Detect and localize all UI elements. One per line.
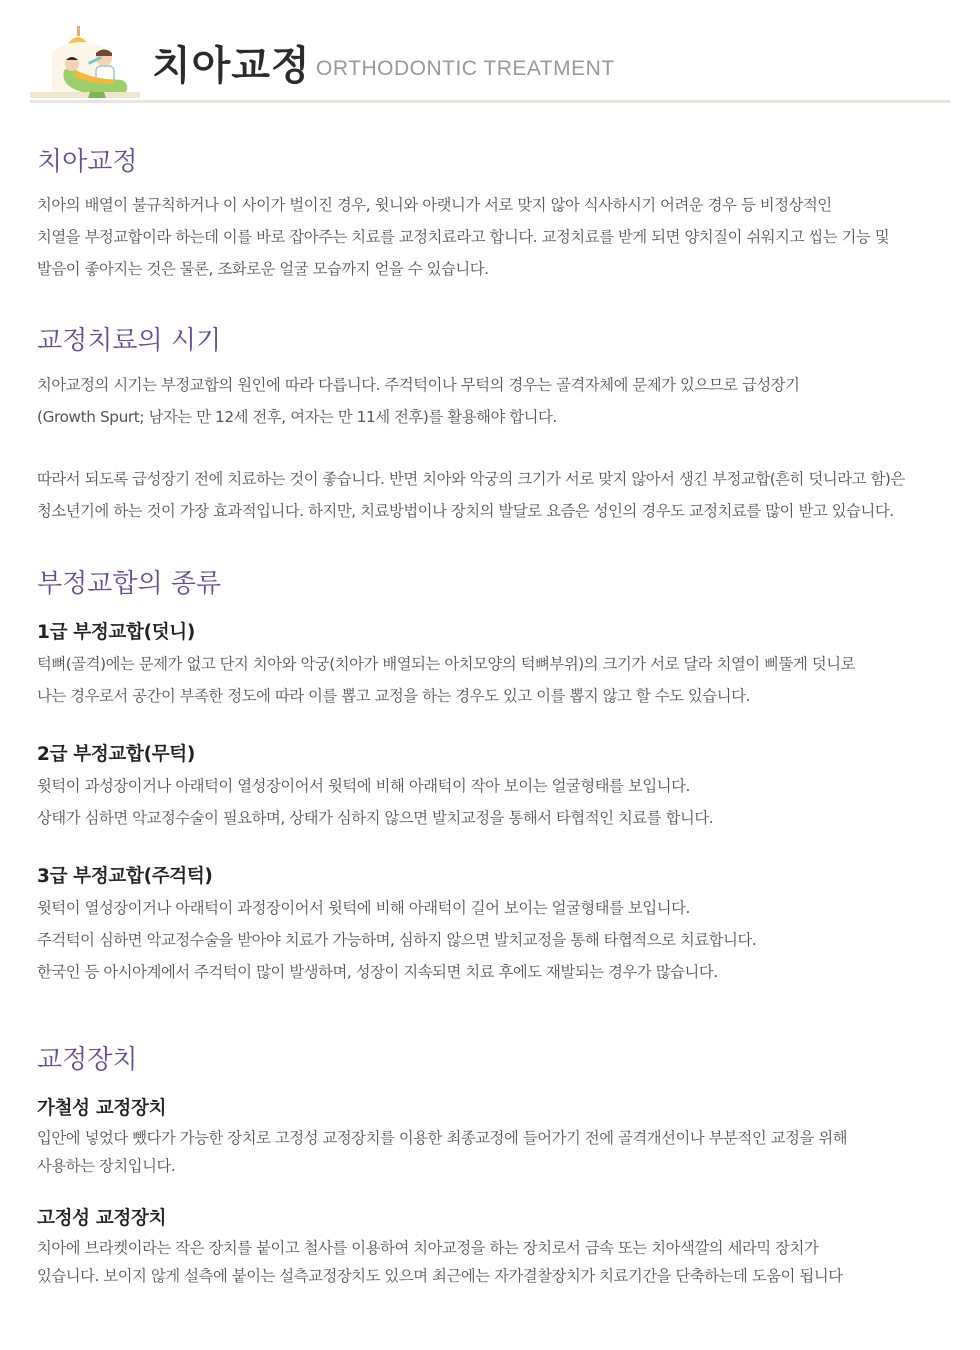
body-line: 발음이 좋아지는 것은 물론, 조화로운 얼굴 모습까지 얻을 수 있습니다. (37, 260, 489, 278)
section-title-orthodontics: 치아교정 (37, 147, 138, 177)
body-line: 윗턱이 과성장이거나 아래턱이 열성장이어서 윗턱에 비해 아래턱이 작아 보이는 얼굴형태를 보입니다. (37, 777, 690, 795)
subsection-body (37, 648, 942, 712)
body-line: 따라서 되도록 급성장기 전에 치료하는 것이 좋습니다. 반면 치아와 악궁의 크기가 서로 맞지 않아서 생긴 부정교합(흔히 덧니라고 함)은 (37, 470, 905, 488)
malocclusion-class-1 (37, 618, 942, 712)
subsection-title: 1급 부정교합(덧니) (37, 622, 196, 643)
subsection-body (37, 892, 942, 988)
section-title-appliances: 교정장치 (37, 1045, 138, 1075)
section-body-timing (37, 369, 942, 433)
page-title: 치아교정 (152, 43, 311, 89)
section-title-timing: 교정치료의 시기 (37, 326, 222, 356)
section-title-malocclusion-types: 부정교합의 종류 (37, 569, 222, 599)
body-line: (Growth Spurt; 남자는 만 12세 전후, 여자는 만 11세 전후)를 활용해야 합니다. (37, 408, 557, 426)
body-line: 있습니다. 보이지 않게 설측에 붙이는 설측교정장치도 있으며 최근에는 자가결찰장치가 치료기간을 단축하는데 도움이 됩니다 (37, 1267, 843, 1285)
body-line: 치아의 배열이 불규칙하거나 이 사이가 벌이진 경우, 윗니와 아랫니가 서로 맞지 않아 식사하시기 어려운 경우 등 비정상적인 (37, 196, 832, 214)
body-line: 한국인 등 아시아계에서 주걱턱이 많이 발생하며, 성장이 지속되면 치료 후에도 재발되는 경우가 많습니다. (37, 963, 718, 981)
subsection-title: 가철성 교정장치 (37, 1098, 167, 1119)
body-line: 청소년기에 하는 것이 가장 효과적입니다. 하지만, 치료방법이나 장치의 발달로 요즘은 성인의 경우도 교정치료를 많이 받고 있습니다. (37, 502, 894, 520)
subsection-body (37, 1124, 942, 1180)
body-line: 나는 경우로서 공간이 부족한 정도에 따라 이를 뽑고 교정을 하는 경우도 있고 이를 뽑지 않고 할 수도 있습니다. (37, 687, 750, 705)
malocclusion-class-2 (37, 740, 942, 834)
body-line: 상태가 심하면 악교정수술이 필요하며, 상태가 심하지 않으면 발치교정을 통해서 타협적인 치료를 합니다. (37, 809, 714, 827)
body-line: 치아에 브라켓이라는 작은 장치를 붙이고 철사를 이용하여 치아교정을 하는 장치로서 금속 또는 치아색깔의 세라믹 장치가 (37, 1239, 819, 1257)
body-line: 턱뼈(골격)에는 문제가 없고 단지 치아와 악궁(치아가 배열되는 아치모양의 턱뼈부위)의 크기가 서로 달라 치열이 삐뚤게 덧니로 (37, 655, 855, 673)
body-line: 입안에 넣었다 뺐다가 가능한 장치로 고정성 교정장치를 이용한 최종교정에 들어가기 전에 골격개선이나 부분적인 교정을 위해 (37, 1129, 848, 1147)
body-line: 사용하는 장치입니다. (37, 1157, 176, 1175)
body-line: 치아교정의 시기는 부정교합의 원인에 따라 다릅니다. 주걱턱이나 무턱의 경우는 골격자체에 문제가 있으므로 급성장기 (37, 376, 800, 394)
subsection-body (37, 1234, 942, 1290)
appliance-fixed (37, 1204, 942, 1290)
body-line: 치열을 부정교합이라 하는데 이를 바로 잡아주는 치료를 교정치료라고 합니다. 교정치료를 받게 되면 양치질이 쉬워지고 씹는 기능 및 (37, 228, 890, 246)
body-line: 주걱턱이 심하면 악교정수술을 받아야 치료가 가능하며, 심하지 않으면 발치교정을 통해 타협적으로 치료합니다. (37, 931, 757, 949)
subsection-title: 고정성 교정장치 (37, 1208, 167, 1229)
section-body-timing-2 (37, 463, 942, 527)
header-divider (30, 100, 950, 103)
body-line: 윗턱이 열성장이거나 아래턱이 과정장이어서 윗턱에 비해 아래턱이 길어 보이는 얼굴형태를 보입니다. (37, 899, 690, 917)
main-content (37, 142, 942, 1290)
page-header (30, 22, 950, 104)
dental-chair-illustration (30, 22, 140, 102)
section-body-orthodontics (37, 189, 942, 285)
appliance-removable (37, 1094, 942, 1180)
subsection-title: 3급 부정교합(주걱턱) (37, 866, 213, 887)
malocclusion-class-3 (37, 862, 942, 988)
page-subtitle: ORTHODONTIC TREATMENT (316, 57, 615, 80)
subsection-body (37, 770, 942, 834)
subsection-title: 2급 부정교합(무턱) (37, 744, 196, 765)
